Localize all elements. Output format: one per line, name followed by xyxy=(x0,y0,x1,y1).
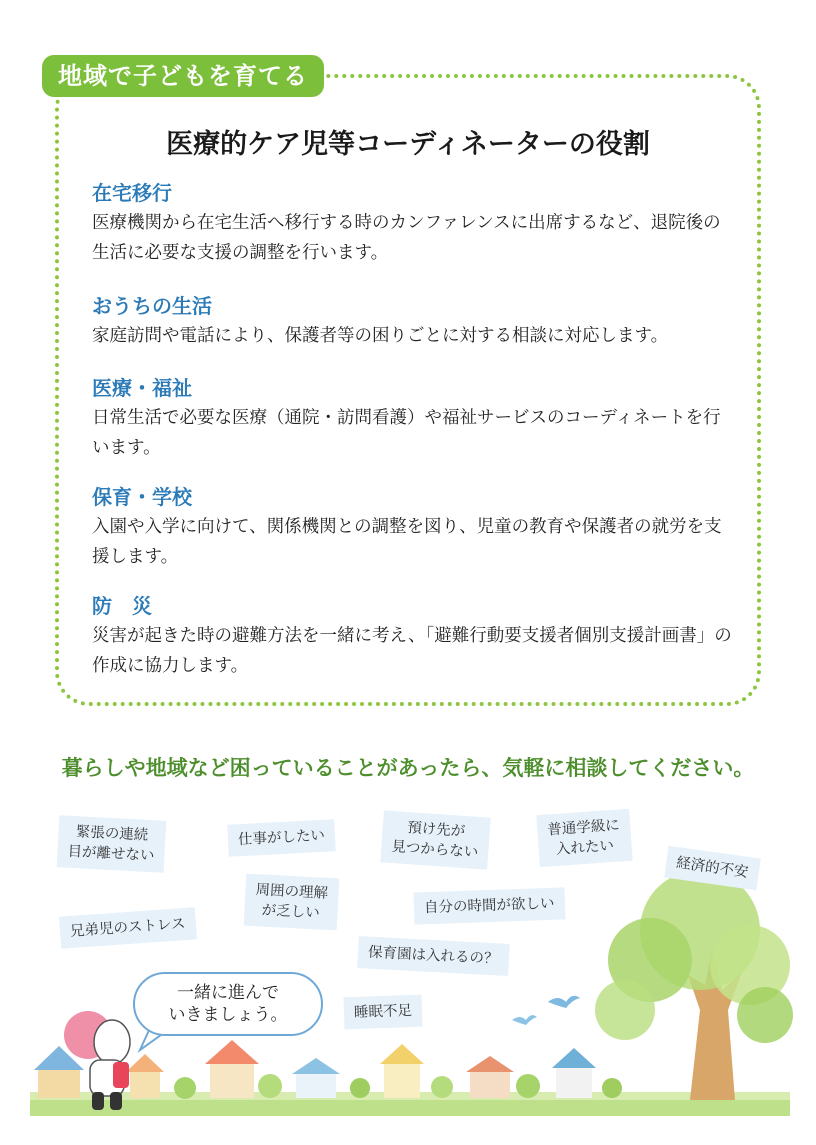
house-icon xyxy=(205,1040,259,1098)
section-heading: 保育・学校 xyxy=(92,485,192,509)
bush-icon xyxy=(602,1078,622,1098)
house-icon xyxy=(126,1054,164,1098)
bird-icon xyxy=(512,1015,537,1025)
concern-note: 保育園は入れるの？ xyxy=(357,936,509,976)
concern-note: 兄弟児のストレス xyxy=(59,907,196,948)
concern-note: 周囲の理解 が乏しい xyxy=(244,874,339,931)
house-icon xyxy=(292,1058,340,1098)
house-icon xyxy=(466,1056,514,1098)
bush-icon xyxy=(350,1078,370,1098)
section-heading: 防 災 xyxy=(92,594,152,618)
section-heading: 医療・福祉 xyxy=(92,376,192,400)
section-body: 入園や入学に向けて、関係機関との調整を図り、児童の教育や保護者の就労を支援します。 xyxy=(92,517,722,567)
concern-note: 預け先が 見つからない xyxy=(380,810,490,869)
bush-icon xyxy=(174,1077,196,1099)
section-heading: 在宅移行 xyxy=(92,181,172,205)
concern-note: 緊張の連続 目が離せない xyxy=(57,815,167,873)
bush-icon xyxy=(431,1076,453,1098)
bush-icon xyxy=(516,1074,540,1098)
section-heading: おうちの生活 xyxy=(92,294,212,318)
bird-icon xyxy=(548,996,580,1008)
page-title: 医療的ケア児等コーディネーターの役割 xyxy=(166,129,650,160)
concern-note: 仕事がしたい xyxy=(227,819,336,857)
concern-note: 普通学級に 入れたい xyxy=(536,809,632,867)
section-body: 医療機関から在宅生活へ移行する時のカンファレンスに出席するなど、退院後の生活に必要な支援の調整を行います。 xyxy=(92,213,721,263)
concern-note: 自分の時間が欲しい xyxy=(413,887,565,924)
tree-icon xyxy=(595,870,793,1100)
concern-note: 経済的不安 xyxy=(664,846,760,891)
mascot-speech-bubble: 一緒に進んで いきましょう。 xyxy=(133,972,323,1036)
grass-strip xyxy=(30,1098,790,1116)
section-body: 家庭訪問や電話により、保護者等の困りごとに対する相談に対応します。 xyxy=(92,326,669,346)
section-body: 災害が起きた時の避難方法を一緒に考え、「避難行動要支援者個別支援計画書」の作成に協力します。 xyxy=(92,626,732,676)
consult-tagline: 暮らしや地域など困っていることがあったら、気軽に相談してください。 xyxy=(61,756,755,780)
bush-icon xyxy=(258,1074,282,1098)
house-icon xyxy=(380,1044,424,1098)
section-body: 日常生活で必要な医療（通院・訪問看護）や福祉サービスのコーディネートを行います。 xyxy=(92,408,721,458)
concern-note: 睡眠不足 xyxy=(343,995,422,1030)
house-icon xyxy=(552,1048,596,1098)
section-tab: 地域で子どもを育てる xyxy=(42,55,324,97)
